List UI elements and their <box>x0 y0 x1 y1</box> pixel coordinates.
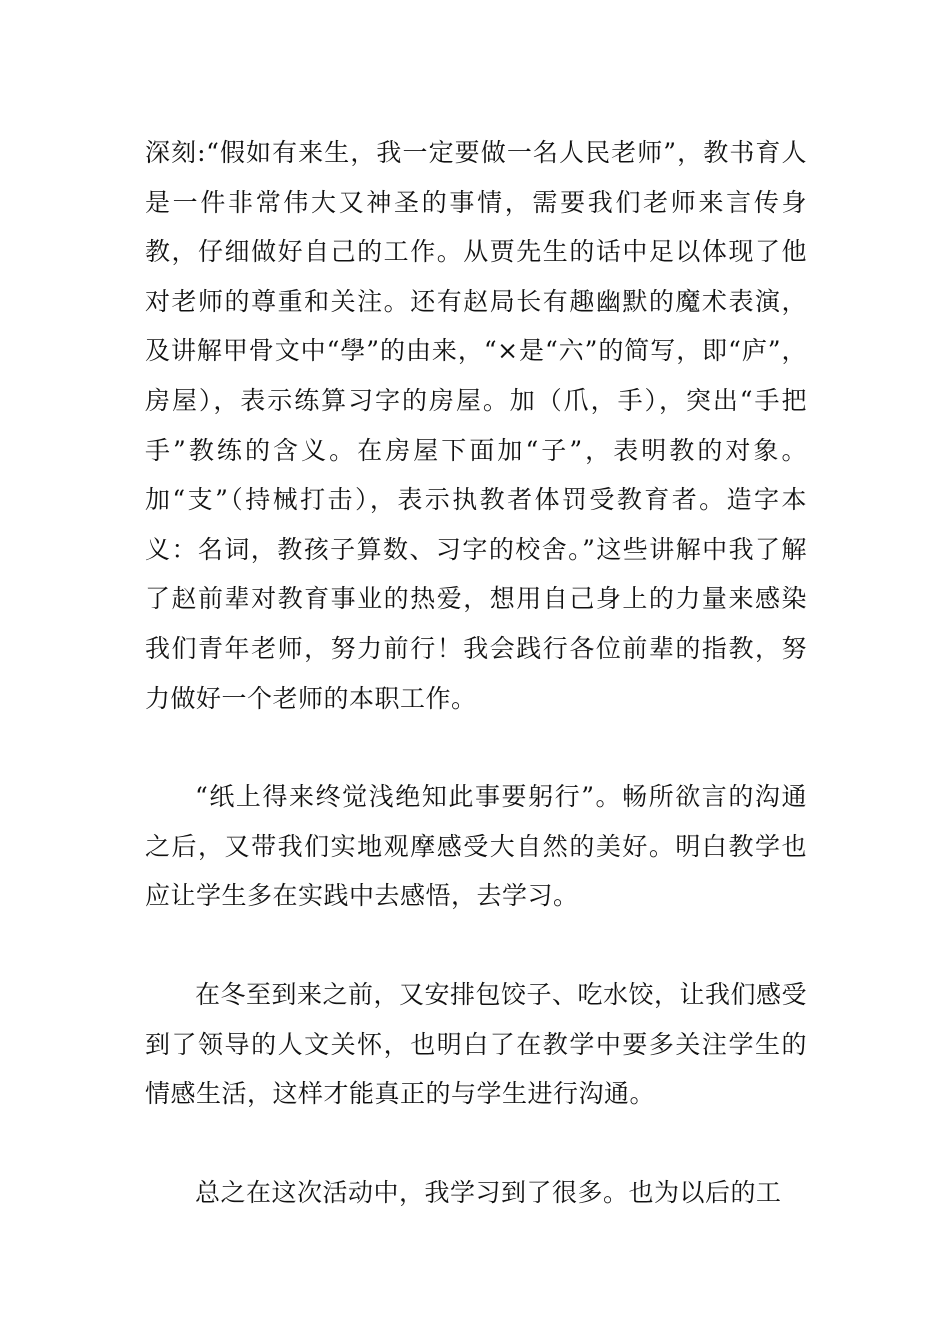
paragraph-4: 总之在这次活动中，我学习到了很多。也为以后的工 <box>195 1177 782 1207</box>
paragraph-gap <box>145 1119 807 1168</box>
paragraph-2: “纸上得来终觉浅绝知此事要躬行”。畅所欲言的沟通之后，又带我们实地观摩感受大自然的美好。明白教学也应让学生多在实践中去感悟，去学习。 <box>145 782 807 911</box>
paragraph-3: 在冬至到来之前，又安排包饺子、吃水饺，让我们感受到了领导的人文关怀，也明白了在教学中要多关注学生的情感生活，这样才能真正的与学生进行沟通。 <box>145 979 808 1109</box>
document-page <box>145 128 807 1217</box>
paragraph-gap <box>145 921 807 970</box>
paragraph-1: 深刻:“假如有来生，我一定要做一名人民老师”，教书育人是一件非常伟大又神圣的事情，需要我们老师来言传身教，仔细做好自己的工作。从贾先生的话中足以体现了他对老师的尊重和关注。还有赵局长有趣幽默的魔术表演，及讲解甲骨文中“學”的由来，“×是“六”的简写，即“庐”，房屋），表示练算习字的房屋。加（爪，手），突出“手把手”教练的含义。在房屋下面加“子”，表明教的对象。加“支”（持械打击），表示执教者体罚受教育者。造字本义：名词，教孩子算数、习字的校舍。”这些讲解中我了解了赵前辈对教育事业的热爱，想用自己身上的力量来感染我们青年老师，努力前行！我会践行各位前辈的指教，努力做好一个老师的本职工作。 <box>145 138 807 713</box>
paragraph-gap <box>145 723 807 772</box>
